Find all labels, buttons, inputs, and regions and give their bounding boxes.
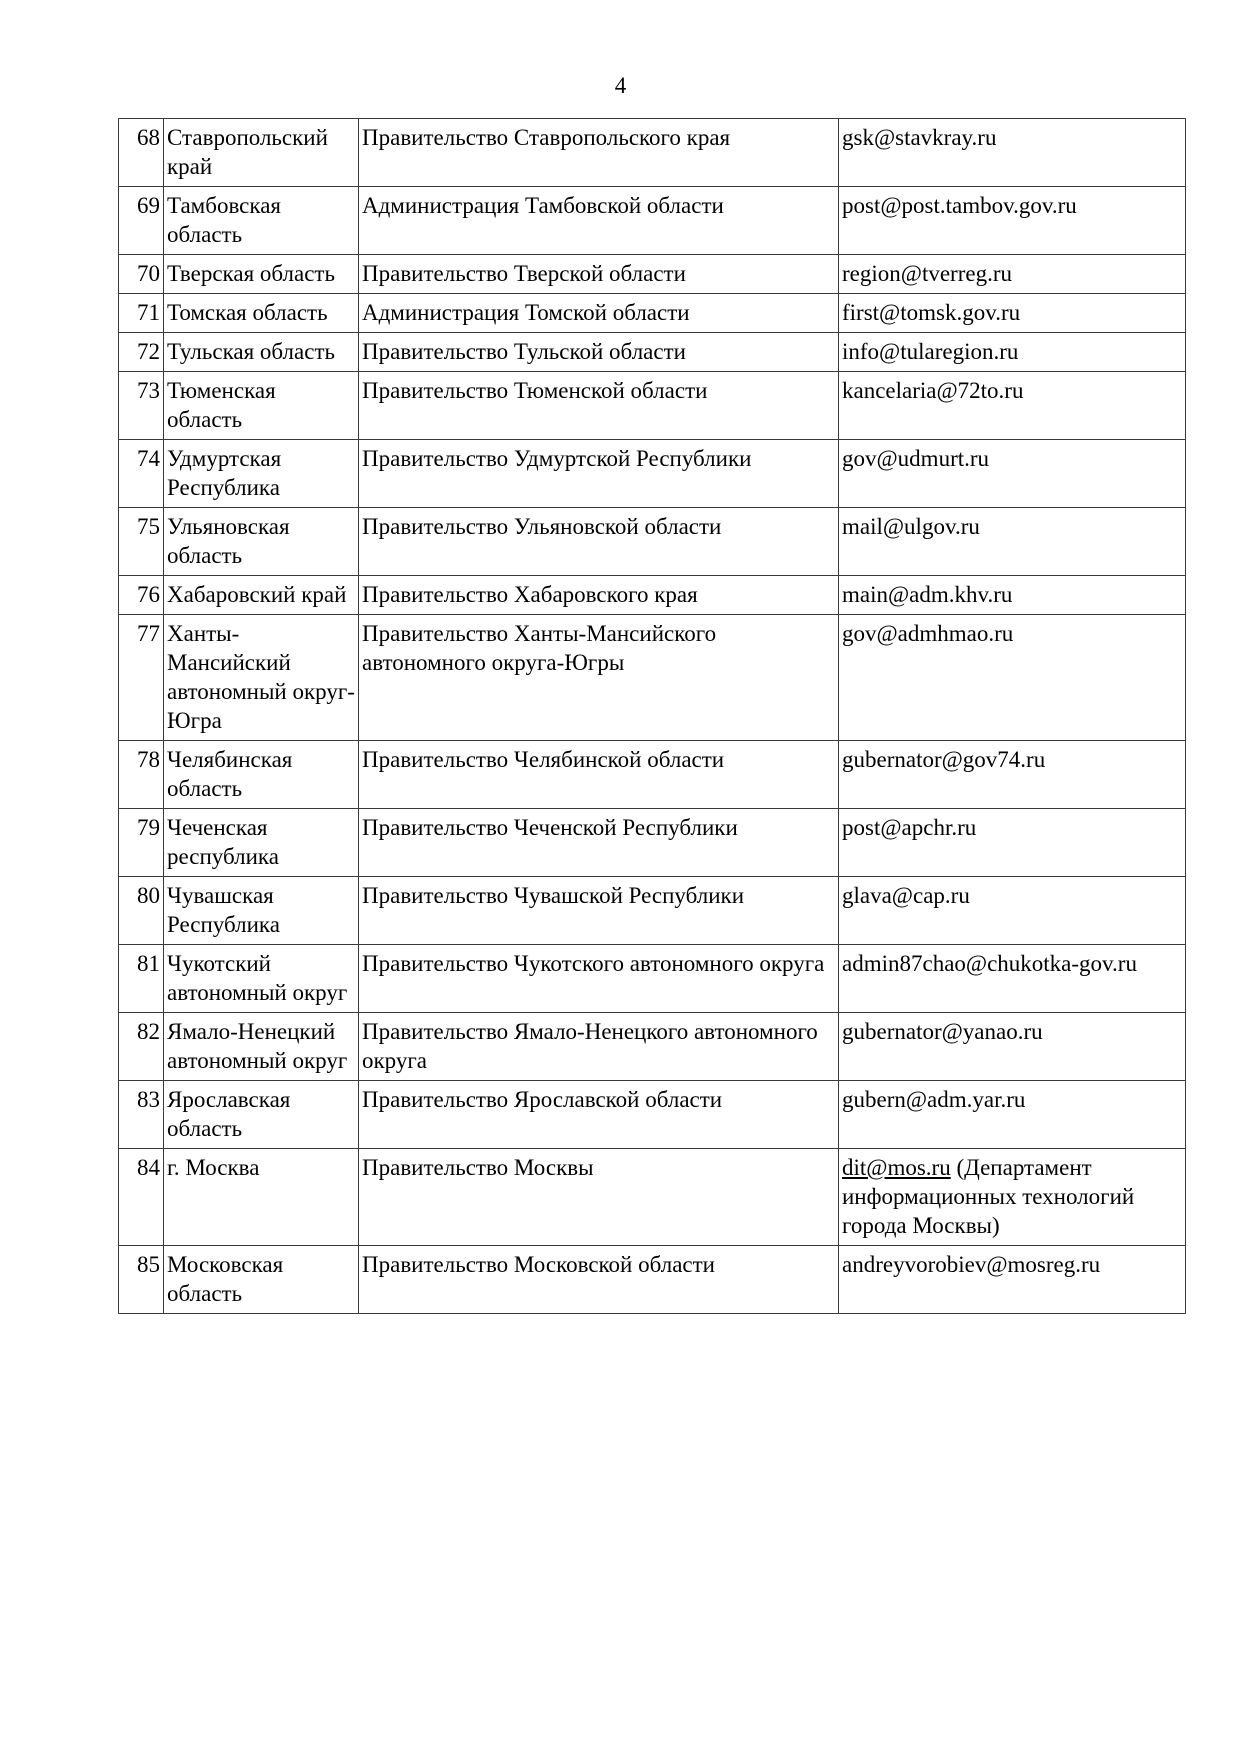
government-body: Правительство Чеченской Республики xyxy=(359,809,839,877)
email-address: glava@cap.ru xyxy=(839,877,1186,945)
government-body: Правительство Тюменской области xyxy=(359,372,839,440)
region-name: Ставропольский край xyxy=(164,119,359,187)
government-body: Правительство Чувашской Республики xyxy=(359,877,839,945)
row-number: 83 xyxy=(119,1081,164,1149)
region-name: Тульская область xyxy=(164,333,359,372)
government-body: Правительство Удмуртской Республики xyxy=(359,440,839,508)
row-number: 74 xyxy=(119,440,164,508)
table-row xyxy=(119,508,1186,576)
table-row xyxy=(119,945,1186,1013)
row-number: 71 xyxy=(119,294,164,333)
government-body: Правительство Московской области xyxy=(359,1246,839,1314)
email-address: mail@ulgov.ru xyxy=(839,508,1186,576)
email-address: main@adm.khv.ru xyxy=(839,576,1186,615)
table-row xyxy=(119,877,1186,945)
government-body: Правительство Ямало-Ненецкого автономного округа xyxy=(359,1013,839,1081)
region-name: Чукотский автономный округ xyxy=(164,945,359,1013)
table-row xyxy=(119,1081,1186,1149)
government-body: Правительство Тульской области xyxy=(359,333,839,372)
email-address: region@tverreg.ru xyxy=(839,255,1186,294)
row-number: 84 xyxy=(119,1149,164,1246)
table-row xyxy=(119,333,1186,372)
government-body: Администрация Тамбовской области xyxy=(359,187,839,255)
email-address: gubern@adm.yar.ru xyxy=(839,1081,1186,1149)
table-row xyxy=(119,372,1186,440)
region-name: Томская область xyxy=(164,294,359,333)
row-number: 82 xyxy=(119,1013,164,1081)
government-body: Правительство Ставропольского края xyxy=(359,119,839,187)
row-number: 80 xyxy=(119,877,164,945)
email-address: kancelaria@72to.ru xyxy=(839,372,1186,440)
government-body: Правительство Москвы xyxy=(359,1149,839,1246)
region-name: Хабаровский край xyxy=(164,576,359,615)
email-cell xyxy=(839,1149,1186,1246)
email-address: gubernator@gov74.ru xyxy=(839,741,1186,809)
row-number: 85 xyxy=(119,1246,164,1314)
table-row xyxy=(119,741,1186,809)
row-number: 70 xyxy=(119,255,164,294)
table-row xyxy=(119,119,1186,187)
region-name: Ямало-Ненецкий автономный округ xyxy=(164,1013,359,1081)
email-address: admin87chao@chukotka-gov.ru xyxy=(839,945,1186,1013)
government-body: Правительство Тверской области xyxy=(359,255,839,294)
email-note: (Департамент информационных технологий города Москвы) xyxy=(842,1155,1135,1238)
region-name: Челябинская область xyxy=(164,741,359,809)
email-address: gov@udmurt.ru xyxy=(839,440,1186,508)
government-body: Правительство Чукотского автономного округа xyxy=(359,945,839,1013)
region-name: Московская область xyxy=(164,1246,359,1314)
contacts-table xyxy=(118,118,1186,1314)
table-row xyxy=(119,1013,1186,1081)
email-address: andreyvorobiev@mosreg.ru xyxy=(839,1246,1186,1314)
email-address: post@apchr.ru xyxy=(839,809,1186,877)
government-body: Администрация Томской области xyxy=(359,294,839,333)
government-body: Правительство Ульяновской области xyxy=(359,508,839,576)
table-row xyxy=(119,1149,1186,1246)
region-name: Удмуртская Республика xyxy=(164,440,359,508)
table-row xyxy=(119,809,1186,877)
email-address: gubernator@yanao.ru xyxy=(839,1013,1186,1081)
government-body: Правительство Хабаровского края xyxy=(359,576,839,615)
table-row xyxy=(119,440,1186,508)
region-name: Ханты-Мансийский автономный округ-Югра xyxy=(164,615,359,741)
region-name: Тамбовская область xyxy=(164,187,359,255)
region-name: Чувашская Республика xyxy=(164,877,359,945)
region-name: г. Москва xyxy=(164,1149,359,1246)
region-name: Чеченская республика xyxy=(164,809,359,877)
email-address: gsk@stavkray.ru xyxy=(839,119,1186,187)
row-number: 81 xyxy=(119,945,164,1013)
region-name: Тверская область xyxy=(164,255,359,294)
page-number: 4 xyxy=(614,73,627,98)
email-address: gov@admhmao.ru xyxy=(839,615,1186,741)
table-row xyxy=(119,187,1186,255)
row-number: 76 xyxy=(119,576,164,615)
email-address: info@tularegion.ru xyxy=(839,333,1186,372)
table-row xyxy=(119,615,1186,741)
email-address: first@tomsk.gov.ru xyxy=(839,294,1186,333)
government-body: Правительство Ханты-Мансийского автономного округа-Югры xyxy=(359,615,839,741)
table-row xyxy=(119,1246,1186,1314)
table-row xyxy=(119,576,1186,615)
row-number: 78 xyxy=(119,741,164,809)
row-number: 75 xyxy=(119,508,164,576)
region-name: Ульяновская область xyxy=(164,508,359,576)
government-body: Правительство Ярославской области xyxy=(359,1081,839,1149)
email-link[interactable]: dit@mos.ru xyxy=(842,1155,951,1180)
email-address: post@post.tambov.gov.ru xyxy=(839,187,1186,255)
row-number: 79 xyxy=(119,809,164,877)
table-row xyxy=(119,255,1186,294)
region-name: Тюменская область xyxy=(164,372,359,440)
row-number: 73 xyxy=(119,372,164,440)
region-name: Ярославская область xyxy=(164,1081,359,1149)
table-row xyxy=(119,294,1186,333)
row-number: 69 xyxy=(119,187,164,255)
row-number: 77 xyxy=(119,615,164,741)
row-number: 68 xyxy=(119,119,164,187)
contacts-table-body xyxy=(119,119,1186,1314)
row-number: 72 xyxy=(119,333,164,372)
government-body: Правительство Челябинской области xyxy=(359,741,839,809)
